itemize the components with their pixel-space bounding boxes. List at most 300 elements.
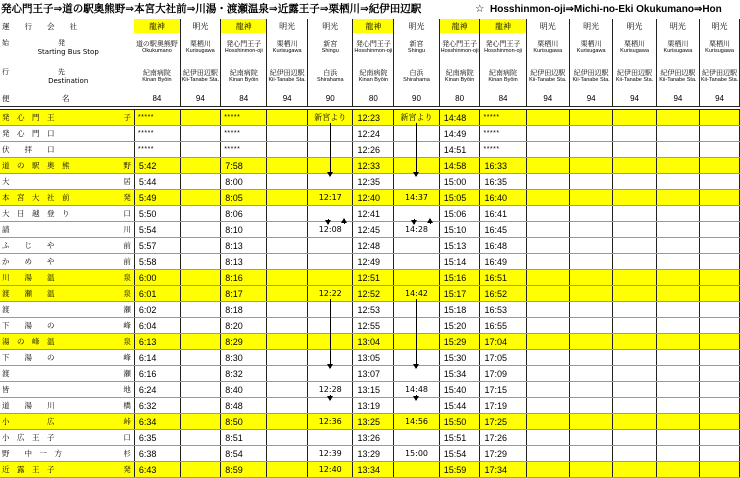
departure-time bbox=[569, 398, 612, 414]
destination-jp: 紀伊田辺駅 bbox=[617, 69, 653, 78]
origin-en: Shingu bbox=[407, 48, 426, 55]
destination-jp: 紀伊田辺駅 bbox=[573, 69, 609, 78]
destination-en: Kinan Byōin bbox=[229, 77, 259, 84]
departure-time bbox=[267, 334, 308, 350]
departure-time bbox=[267, 318, 308, 334]
stop-suffix: 前 bbox=[123, 254, 134, 270]
destination-en: Kii-Tanabe Sta. bbox=[659, 77, 697, 84]
departure-time bbox=[267, 174, 308, 190]
departure-time bbox=[394, 270, 439, 286]
departure-time bbox=[613, 238, 656, 254]
departure-time: 12:51 bbox=[353, 270, 394, 286]
destination-cell bbox=[569, 62, 612, 91]
departure-time bbox=[569, 238, 612, 254]
departure-time bbox=[267, 350, 308, 366]
stop-name: 大 日 越 登 り bbox=[0, 206, 123, 222]
departure-time bbox=[526, 206, 569, 222]
stop-name: 伏 拝 口 bbox=[0, 142, 123, 158]
destination-jp: 紀伊田辺駅 bbox=[660, 69, 696, 78]
operator-cell: 明光 bbox=[613, 19, 656, 33]
stop-suffix: 瀬 bbox=[123, 302, 134, 318]
departure-time bbox=[656, 398, 699, 414]
stop-row bbox=[0, 286, 740, 302]
stop-suffix: 地 bbox=[123, 382, 134, 398]
star-icon: ☆ bbox=[475, 3, 485, 15]
departure-time: 17:26 bbox=[480, 430, 526, 446]
origin-cell bbox=[439, 33, 480, 62]
departure-time bbox=[394, 430, 439, 446]
departure-time: 14:28 bbox=[394, 222, 439, 238]
origin-jp: 新宮 bbox=[409, 40, 424, 49]
departure-time bbox=[613, 126, 656, 142]
destination-jp: 白浜 bbox=[409, 69, 424, 78]
departure-time bbox=[613, 318, 656, 334]
departure-time bbox=[613, 190, 656, 206]
destination-en: Kii-Tanabe Sta. bbox=[529, 77, 567, 84]
arrow-down-icon bbox=[330, 123, 331, 176]
arrow-down-icon bbox=[416, 299, 417, 368]
departure-time bbox=[700, 318, 740, 334]
departure-time bbox=[656, 206, 699, 222]
departure-time bbox=[526, 286, 569, 302]
departure-time bbox=[700, 430, 740, 446]
departure-time bbox=[656, 190, 699, 206]
departure-time bbox=[613, 414, 656, 430]
stop-suffix: 口 bbox=[123, 206, 134, 222]
stop-row bbox=[0, 382, 740, 398]
departure-time bbox=[526, 302, 569, 318]
departure-time bbox=[267, 110, 308, 126]
departure-time bbox=[656, 430, 699, 446]
departure-time: 6:00 bbox=[134, 270, 180, 286]
departure-time bbox=[180, 126, 221, 142]
destination-cell bbox=[267, 62, 308, 91]
departure-time: 8:20 bbox=[221, 318, 267, 334]
stop-row bbox=[0, 158, 740, 174]
departure-time bbox=[180, 302, 221, 318]
departure-time: 12:49 bbox=[353, 254, 394, 270]
stop-row bbox=[0, 206, 740, 222]
departure-time: 13:34 bbox=[353, 462, 394, 478]
stop-row bbox=[0, 366, 740, 382]
departure-time: 8:06 bbox=[221, 206, 267, 222]
operator-cell: 龍神 bbox=[480, 19, 526, 33]
departure-time bbox=[613, 158, 656, 174]
operator-cell: 明光 bbox=[569, 19, 612, 33]
stop-suffix: 瀬 bbox=[123, 366, 134, 382]
stop-suffix: 子 bbox=[123, 110, 134, 126]
departure-time: 17:05 bbox=[480, 350, 526, 366]
departure-time: 8:29 bbox=[221, 334, 267, 350]
departure-time: 15:16 bbox=[439, 270, 480, 286]
service-number: 80 bbox=[439, 91, 480, 107]
departure-time: 16:35 bbox=[480, 174, 526, 190]
destination-cell bbox=[480, 62, 526, 91]
stop-row bbox=[0, 318, 740, 334]
stop-name: 小 広 王 子 bbox=[0, 430, 123, 446]
stop-name: 渡 bbox=[0, 366, 123, 382]
title-bar bbox=[0, 0, 740, 19]
departure-time bbox=[526, 238, 569, 254]
operator-cell: 明光 bbox=[656, 19, 699, 33]
departure-time bbox=[180, 174, 221, 190]
departure-time: 8:30 bbox=[221, 350, 267, 366]
departure-time bbox=[613, 206, 656, 222]
departure-time bbox=[656, 334, 699, 350]
departure-time bbox=[613, 430, 656, 446]
departure-time bbox=[267, 158, 308, 174]
departure-time: 16:53 bbox=[480, 302, 526, 318]
departure-time bbox=[569, 286, 612, 302]
departure-time: 15:17 bbox=[439, 286, 480, 302]
departure-time bbox=[700, 206, 740, 222]
departure-time bbox=[526, 430, 569, 446]
departure-time: 13:04 bbox=[353, 334, 394, 350]
departure-time: 17:15 bbox=[480, 382, 526, 398]
departure-time: 12:08 bbox=[308, 222, 353, 238]
departure-time bbox=[656, 174, 699, 190]
origin-jp: 栗栖川 bbox=[537, 40, 559, 49]
operator-cell: 明光 bbox=[267, 19, 308, 33]
stop-name: か め や bbox=[0, 254, 123, 270]
departure-time bbox=[700, 286, 740, 302]
origin-label-jp: 始 発 bbox=[2, 39, 65, 48]
stop-name: 川 湯 温 bbox=[0, 270, 123, 286]
destination-jp: 紀伊田辺駅 bbox=[182, 69, 218, 78]
destination-jp: 紀南病院 bbox=[229, 69, 258, 78]
origin-en: Kurisugawa bbox=[272, 48, 302, 55]
stop-name: 小 広 bbox=[0, 414, 123, 430]
service-number: 94 bbox=[656, 91, 699, 107]
operator-cell: 明光 bbox=[180, 19, 221, 33]
origin-en: Kurisugawa bbox=[533, 48, 563, 55]
departure-time: 15:06 bbox=[439, 206, 480, 222]
destination-jp: 紀南病院 bbox=[445, 69, 474, 78]
stop-row bbox=[0, 126, 740, 142]
departure-time bbox=[180, 318, 221, 334]
stop-name: 道 湯 川 bbox=[0, 398, 123, 414]
departure-time bbox=[569, 110, 612, 126]
departure-time bbox=[656, 382, 699, 398]
departure-time: 12:26 bbox=[353, 142, 394, 158]
departure-time: 15:00 bbox=[394, 446, 439, 462]
departure-time: ***** bbox=[134, 126, 180, 142]
route-title: 発心門王子⇒道の駅奥熊野⇒本宮大社前⇒川湯・渡瀬温泉⇒近露王子⇒栗栖川⇒紀伊田辺駅 bbox=[1, 3, 422, 15]
service-number: 84 bbox=[134, 91, 180, 107]
stop-row bbox=[0, 222, 740, 238]
departure-time bbox=[526, 190, 569, 206]
stop-row bbox=[0, 174, 740, 190]
departure-time: 13:19 bbox=[353, 398, 394, 414]
departure-time bbox=[180, 398, 221, 414]
origin-en: Kurisugawa bbox=[705, 48, 734, 55]
stop-suffix: 泉 bbox=[123, 334, 134, 350]
operator-cell: 明光 bbox=[700, 19, 740, 33]
destination-en: Kinan Byōin bbox=[488, 77, 518, 84]
departure-time bbox=[180, 222, 221, 238]
origin-en: Kurisugawa bbox=[185, 48, 215, 55]
departure-time bbox=[613, 302, 656, 318]
stop-suffix bbox=[123, 142, 134, 158]
origin-en: Kurisugawa bbox=[620, 48, 649, 55]
departure-time bbox=[180, 190, 221, 206]
departure-time bbox=[267, 462, 308, 478]
departure-time: 15:00 bbox=[439, 174, 480, 190]
departure-time bbox=[700, 398, 740, 414]
departure-time: 16:51 bbox=[480, 270, 526, 286]
destination-jp: 白浜 bbox=[323, 69, 338, 78]
departure-time bbox=[180, 446, 221, 462]
departure-time bbox=[700, 190, 740, 206]
departure-time bbox=[180, 206, 221, 222]
departure-time bbox=[569, 382, 612, 398]
departure-time bbox=[394, 462, 439, 478]
origin-en: Hosshinmon-oji bbox=[354, 48, 393, 55]
stop-row bbox=[0, 334, 740, 350]
service-number: 90 bbox=[308, 91, 353, 107]
departure-time: 15:54 bbox=[439, 446, 480, 462]
departure-time: 12:41 bbox=[353, 206, 394, 222]
departure-time bbox=[267, 382, 308, 398]
origin-cell bbox=[656, 33, 699, 62]
departure-time bbox=[526, 414, 569, 430]
departure-time bbox=[569, 462, 612, 478]
departure-time: 6:16 bbox=[134, 366, 180, 382]
service-number: 84 bbox=[221, 91, 267, 107]
stop-suffix: 杉 bbox=[123, 446, 134, 462]
stop-suffix: 峰 bbox=[123, 318, 134, 334]
departure-time: 12:24 bbox=[353, 126, 394, 142]
departure-time: 17:34 bbox=[480, 462, 526, 478]
departure-time bbox=[180, 430, 221, 446]
departure-time bbox=[180, 110, 221, 126]
departure-time bbox=[700, 446, 740, 462]
departure-time: 5:42 bbox=[134, 158, 180, 174]
service-number: 80 bbox=[353, 91, 394, 107]
destination-en: Kii-Tanabe Sta. bbox=[615, 77, 654, 84]
departure-time: 16:55 bbox=[480, 318, 526, 334]
departure-time: 12:52 bbox=[353, 286, 394, 302]
departure-time: 14:56 bbox=[394, 414, 439, 430]
departure-time: 5:54 bbox=[134, 222, 180, 238]
departure-time bbox=[656, 270, 699, 286]
stop-row bbox=[0, 110, 740, 126]
destination-en: Shirahama bbox=[316, 77, 344, 84]
departure-time bbox=[569, 190, 612, 206]
stop-row bbox=[0, 270, 740, 286]
departure-time: ***** bbox=[480, 126, 526, 142]
departure-time: 15:05 bbox=[439, 190, 480, 206]
stop-row bbox=[0, 302, 740, 318]
stop-suffix: 前 bbox=[123, 238, 134, 254]
destination-en: Shirahama bbox=[403, 77, 430, 84]
destination-en: Kii-Tanabe Sta. bbox=[700, 77, 739, 84]
stop-suffix: 野 bbox=[123, 158, 134, 174]
origin-cell bbox=[308, 33, 353, 62]
departure-time: 12:35 bbox=[353, 174, 394, 190]
destination-label-en: Destination bbox=[48, 76, 89, 85]
stop-row bbox=[0, 462, 740, 478]
departure-time: 16:49 bbox=[480, 254, 526, 270]
destination-cell bbox=[308, 62, 353, 91]
departure-time bbox=[308, 430, 353, 446]
departure-time: 8:32 bbox=[221, 366, 267, 382]
departure-time bbox=[569, 366, 612, 382]
departure-time: ***** bbox=[134, 142, 180, 158]
origin-cell bbox=[613, 33, 656, 62]
departure-time bbox=[308, 238, 353, 254]
origin-jp: 発心門王子 bbox=[226, 40, 262, 49]
stop-suffix bbox=[123, 126, 134, 142]
origin-cell bbox=[221, 33, 267, 62]
departure-time bbox=[656, 158, 699, 174]
departure-time: 15:14 bbox=[439, 254, 480, 270]
departure-time: 6:01 bbox=[134, 286, 180, 302]
departure-time bbox=[267, 126, 308, 142]
departure-time bbox=[700, 238, 740, 254]
origin-cell bbox=[526, 33, 569, 62]
departure-time: 6:34 bbox=[134, 414, 180, 430]
departure-time: ***** bbox=[221, 110, 267, 126]
departure-time bbox=[526, 382, 569, 398]
departure-time bbox=[613, 286, 656, 302]
arrow-down-icon bbox=[328, 219, 329, 224]
departure-time: 15:30 bbox=[439, 350, 480, 366]
departure-time bbox=[613, 110, 656, 126]
departure-time: 6:43 bbox=[134, 462, 180, 478]
destination-en: Kinan Byōin bbox=[358, 77, 389, 84]
departure-time: 15:59 bbox=[439, 462, 480, 478]
stop-name: 湯 の 峰 温 bbox=[0, 334, 123, 350]
service-number: 94 bbox=[700, 91, 740, 107]
stop-suffix: 峠 bbox=[123, 414, 134, 430]
departure-time bbox=[569, 142, 612, 158]
departure-time bbox=[700, 350, 740, 366]
departure-time: 15:40 bbox=[439, 382, 480, 398]
stop-suffix: 川 bbox=[123, 222, 134, 238]
departure-time: 新宮より bbox=[394, 110, 439, 126]
stop-name: 皆 bbox=[0, 382, 123, 398]
arrow-up-icon bbox=[430, 219, 431, 224]
departure-time bbox=[569, 446, 612, 462]
departure-time bbox=[656, 238, 699, 254]
origin-en: Kurisugawa bbox=[576, 48, 606, 55]
stop-name: 発 心 門 王 bbox=[0, 110, 123, 126]
departure-time bbox=[613, 382, 656, 398]
departure-time bbox=[656, 254, 699, 270]
departure-time bbox=[656, 142, 699, 158]
service-number: 90 bbox=[394, 91, 439, 107]
departure-time bbox=[569, 174, 612, 190]
destination-cell bbox=[613, 62, 656, 91]
operator-cell: 龍神 bbox=[439, 19, 480, 33]
departure-time: 14:49 bbox=[439, 126, 480, 142]
origin-cell bbox=[353, 33, 394, 62]
departure-time bbox=[267, 398, 308, 414]
departure-time: ***** bbox=[134, 110, 180, 126]
departure-time bbox=[700, 222, 740, 238]
departure-time: 6:04 bbox=[134, 318, 180, 334]
stop-name: 近 露 王 子 bbox=[0, 462, 123, 478]
departure-time bbox=[526, 318, 569, 334]
departure-time bbox=[656, 446, 699, 462]
departure-time: 14:48 bbox=[394, 382, 439, 398]
departure-time: 16:48 bbox=[480, 238, 526, 254]
arrow-down-icon bbox=[414, 219, 415, 224]
origin-jp: 栗栖川 bbox=[580, 40, 602, 49]
departure-time bbox=[180, 238, 221, 254]
stop-row bbox=[0, 254, 740, 270]
stop-suffix: 口 bbox=[123, 430, 134, 446]
stop-suffix: 居 bbox=[123, 174, 134, 190]
departure-time bbox=[569, 334, 612, 350]
departure-time bbox=[700, 254, 740, 270]
departure-time: 6:35 bbox=[134, 430, 180, 446]
departure-time bbox=[700, 366, 740, 382]
departure-time: 5:57 bbox=[134, 238, 180, 254]
destination-jp: 紀伊田辺駅 bbox=[269, 69, 305, 78]
departure-time bbox=[267, 446, 308, 462]
stop-row bbox=[0, 238, 740, 254]
departure-time bbox=[613, 270, 656, 286]
departure-time bbox=[267, 238, 308, 254]
departure-time: 8:16 bbox=[221, 270, 267, 286]
departure-time: ***** bbox=[221, 142, 267, 158]
departure-time: 8:48 bbox=[221, 398, 267, 414]
departure-time: 6:38 bbox=[134, 446, 180, 462]
departure-time bbox=[526, 366, 569, 382]
operator-label: 運 行 会 社 bbox=[2, 21, 77, 31]
departure-time bbox=[613, 350, 656, 366]
departure-time bbox=[267, 190, 308, 206]
departure-time bbox=[569, 254, 612, 270]
departure-time bbox=[180, 462, 221, 478]
departure-time bbox=[569, 350, 612, 366]
departure-time: ***** bbox=[221, 126, 267, 142]
departure-time: 8:40 bbox=[221, 382, 267, 398]
destination-cell bbox=[700, 62, 740, 91]
departure-time bbox=[180, 158, 221, 174]
departure-time bbox=[526, 158, 569, 174]
departure-time bbox=[700, 414, 740, 430]
departure-time: 16:52 bbox=[480, 286, 526, 302]
departure-time bbox=[180, 270, 221, 286]
departure-time bbox=[700, 270, 740, 286]
origin-jp: 発心門王子 bbox=[442, 40, 478, 49]
departure-time bbox=[267, 430, 308, 446]
departure-time: 12:39 bbox=[308, 446, 353, 462]
operator-cell: 龍神 bbox=[353, 19, 394, 33]
stop-row bbox=[0, 414, 740, 430]
origin-label-en: Starting Bus Stop bbox=[37, 47, 99, 56]
stop-row bbox=[0, 350, 740, 366]
departure-time: ***** bbox=[480, 110, 526, 126]
origin-cell bbox=[569, 33, 612, 62]
departure-time bbox=[700, 110, 740, 126]
stop-suffix: 橋 bbox=[123, 398, 134, 414]
departure-time: 5:50 bbox=[134, 206, 180, 222]
origin-jp: 道の駅奥熊野 bbox=[135, 40, 178, 49]
origin-jp: 栗栖川 bbox=[276, 40, 298, 49]
departure-time bbox=[180, 350, 221, 366]
origin-en: Shingu bbox=[321, 48, 339, 55]
departure-time bbox=[526, 350, 569, 366]
departure-time: 12:40 bbox=[353, 190, 394, 206]
arrow-down-icon bbox=[330, 299, 331, 368]
departure-time: 新宮より bbox=[308, 110, 353, 126]
departure-time: 17:04 bbox=[480, 334, 526, 350]
operator-cell: 龍神 bbox=[221, 19, 267, 33]
